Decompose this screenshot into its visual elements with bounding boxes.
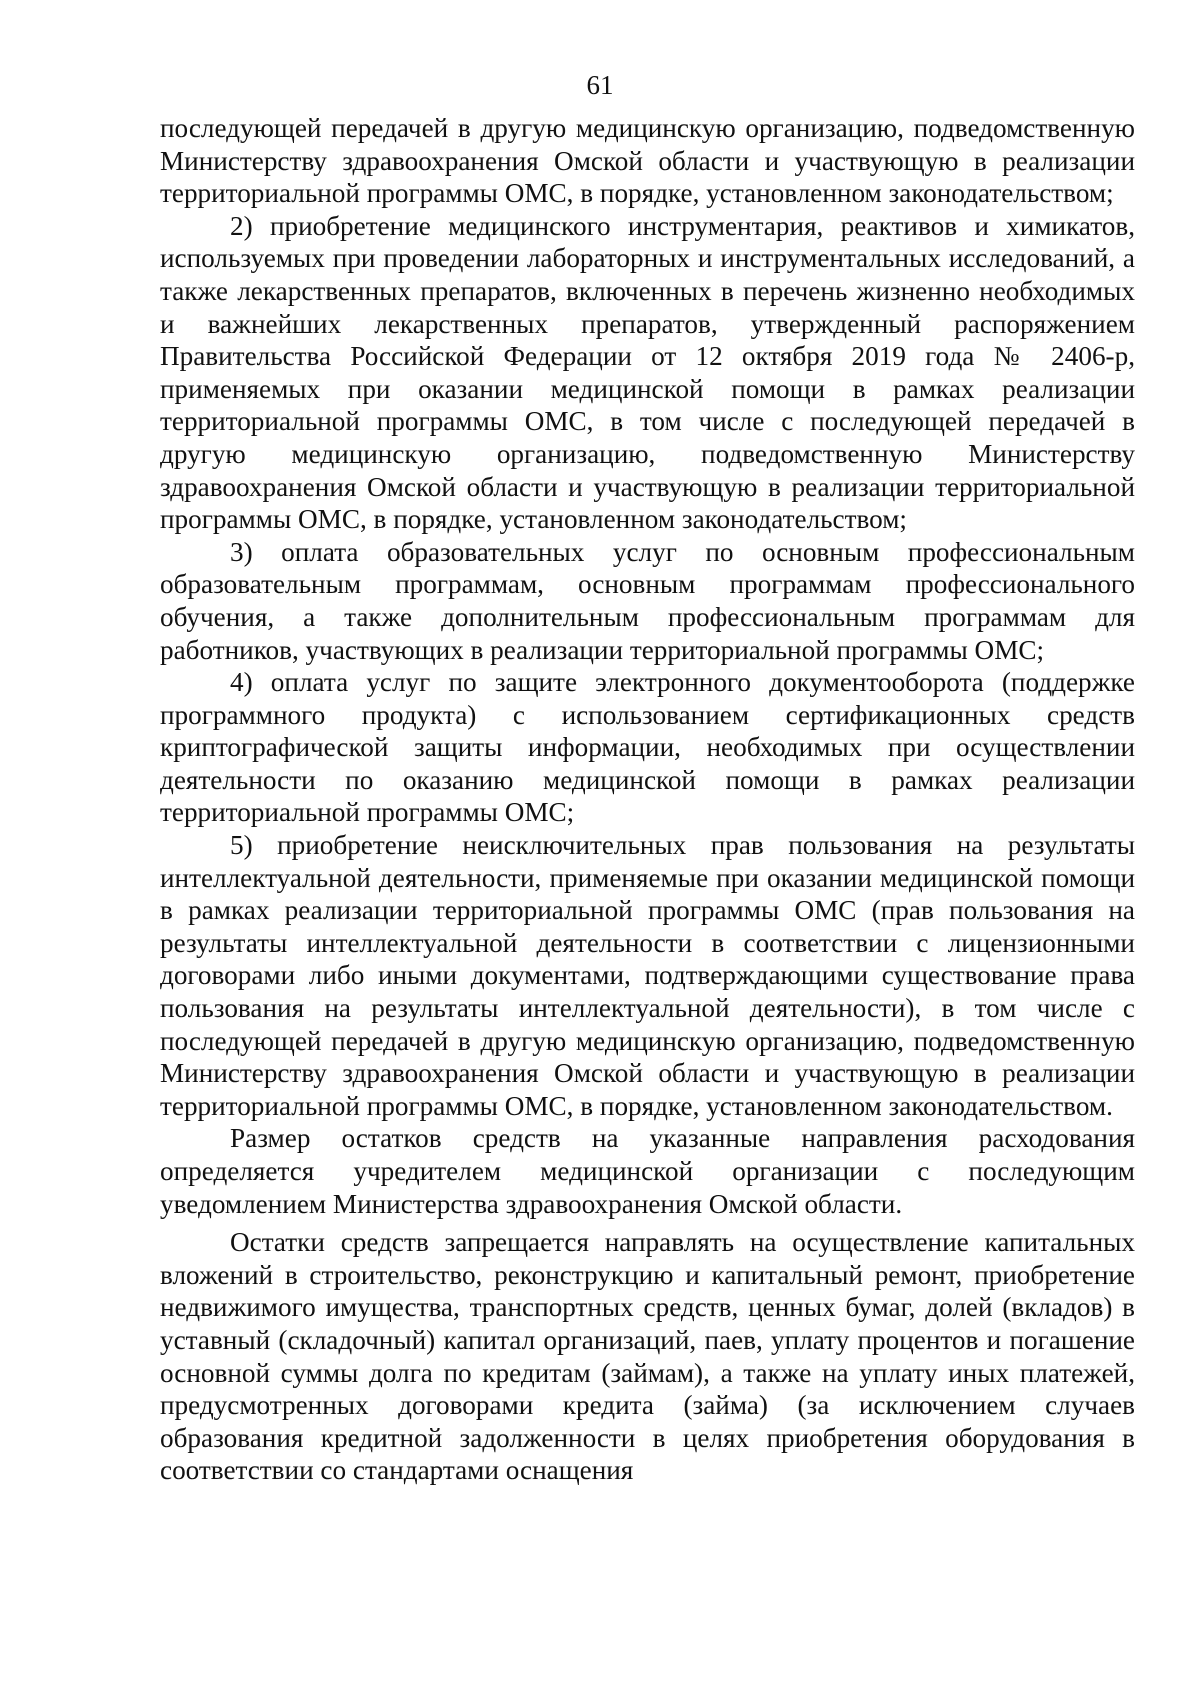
paragraph-item-4: 4) оплата услуг по защите электронного документооборота (поддержке программного продукта) с использованием сертификационных средств криптографической защиты информации, необходимых при осуществлении деятельности по оказанию медицинской помощи в рамках реализации территориальной программы ОМС; <box>160 667 1135 828</box>
paragraph-remainder-restrictions: Остатки средств запрещается направлять на осуществление капитальных вложений в строительство, реконструкцию и капитальный ремонт, приобретение недвижимого имущества, транспортных средств, ценных бумаг, долей (вкладов) в уставный (складочный) капитал организаций, паев, уплату процентов и погашение основной суммы долга по кредитам (займам), а также на уплату иных платежей, предусмотренных договорами кредита (займа) (за исключением случаев образования кредитной задолженности в целях приобретения оборудования в соответствии со стандартами оснащения <box>160 1227 1135 1486</box>
paragraph-remainder-size: Размер остатков средств на указанные направления расходования определяется учредителем медицинской организации с последующим уведомлением Министерства здравоохранения Омской области. <box>160 1123 1135 1219</box>
paragraph-continuation: последующей передачей в другую медицинскую организацию, подведомственную Министерству здравоохранения Омской области и участвующую в реализации территориальной программы ОМС, в порядке, установленном законодательством; <box>160 113 1135 209</box>
paragraph-item-3: 3) оплата образовательных услуг по основным профессиональным образовательным программам, основным программам профессионального обучения, а также дополнительным профессиональным программам для работников, участвующих в реализации территориальной программы ОМС; <box>160 536 1135 665</box>
paragraph-item-5: 5) приобретение неисключительных прав пользования на результаты интеллектуальной деятельности, применяемые при оказании медицинской помощи в рамках реализации территориальной программы ОМС (прав пользования на результаты интеллектуальной деятельности в соответствии с лицензионными договорами либо иными документами, подтверждающими существование права пользования на результаты интеллектуальной деятельности), в том числе с последующей передачей в другую медицинскую организацию, подведомственную Министерству здравоохранения Омской области и участвующую в реализации территориальной программы ОМС, в порядке, установленном законодательством. <box>160 830 1135 1121</box>
document-body <box>160 112 1135 1487</box>
paragraph-item-2: 2) приобретение медицинского инструментария, реактивов и химикатов, используемых при проведении лабораторных и инструментальных исследований, а также лекарственных препаратов, включенных в перечень жизненно необходимых и важнейших лекарственных препаратов, утвержденный распоряжением Правительства Российской Федерации от 12 октября 2019 года № 2406-р, применяемых при оказании медицинской помощи в рамках реализации территориальной программы ОМС, в том числе с последующей передачей в другую медицинскую организацию, подведомственную Министерству здравоохранения Омской области и участвующую в реализации территориальной программы ОМС, в порядке, установленном законодательством; <box>160 210 1135 535</box>
page-number: 61 <box>586 70 614 100</box>
